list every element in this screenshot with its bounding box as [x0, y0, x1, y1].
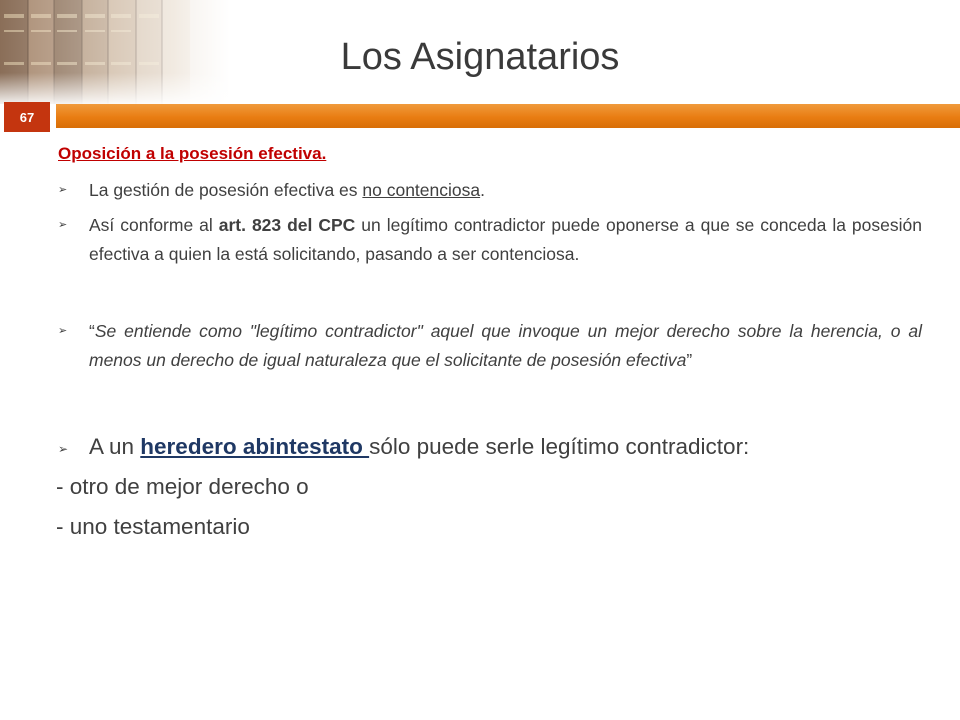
- bullet-item: [58, 211, 922, 269]
- bullet-bold-text: art. 823 del CPC: [218, 215, 356, 235]
- bullet-text: A un: [89, 434, 141, 459]
- bullet-item-quote: [58, 317, 922, 375]
- dash-line-2: - uno testamentario: [56, 514, 250, 539]
- bullet-end: .: [480, 180, 485, 200]
- bullet-text: La gestión de posesión efectiva es: [89, 180, 363, 200]
- arrowhead-bullet-icon: ➢: [58, 325, 68, 337]
- slide-title: Los Asignatarios: [340, 36, 620, 78]
- arrowhead-bullet-icon: ➢: [58, 442, 69, 456]
- close-quote: ”: [686, 350, 693, 370]
- bullet-item-large: [58, 427, 922, 467]
- title-accent-bar: [56, 104, 960, 128]
- section-subtitle: Oposición a la posesión efectiva.: [58, 144, 327, 163]
- bullet-text-continued: sólo puede serle legítimo contradictor:: [369, 434, 750, 459]
- bullet-text: Así conforme al: [89, 215, 219, 235]
- slide-number-badge: 67: [4, 102, 50, 132]
- dash-line-1: - otro de mejor derecho o: [56, 474, 309, 499]
- arrowhead-bullet-icon: ➢: [58, 219, 68, 231]
- highlighted-term: heredero abintestato: [140, 434, 370, 459]
- bullet-underlined-text: no contenciosa: [362, 180, 481, 200]
- quote-text: Se entiende como "legítimo contradictor" aquel que invoque un mejor derecho sobre la herencia, o al menos un derecho de igual naturaleza que el solicitante de posesión efectiva: [89, 321, 922, 370]
- open-quote: “: [89, 321, 95, 341]
- arrowhead-bullet-icon: ➢: [58, 184, 68, 196]
- bullet-text-continued: un legítimo contradictor puede oponerse a que se conceda la posesión efectiva a quien la está solicitando, pasando a ser contenciosa.: [89, 215, 922, 264]
- bullet-item: [58, 176, 922, 205]
- slide-body: [58, 144, 922, 547]
